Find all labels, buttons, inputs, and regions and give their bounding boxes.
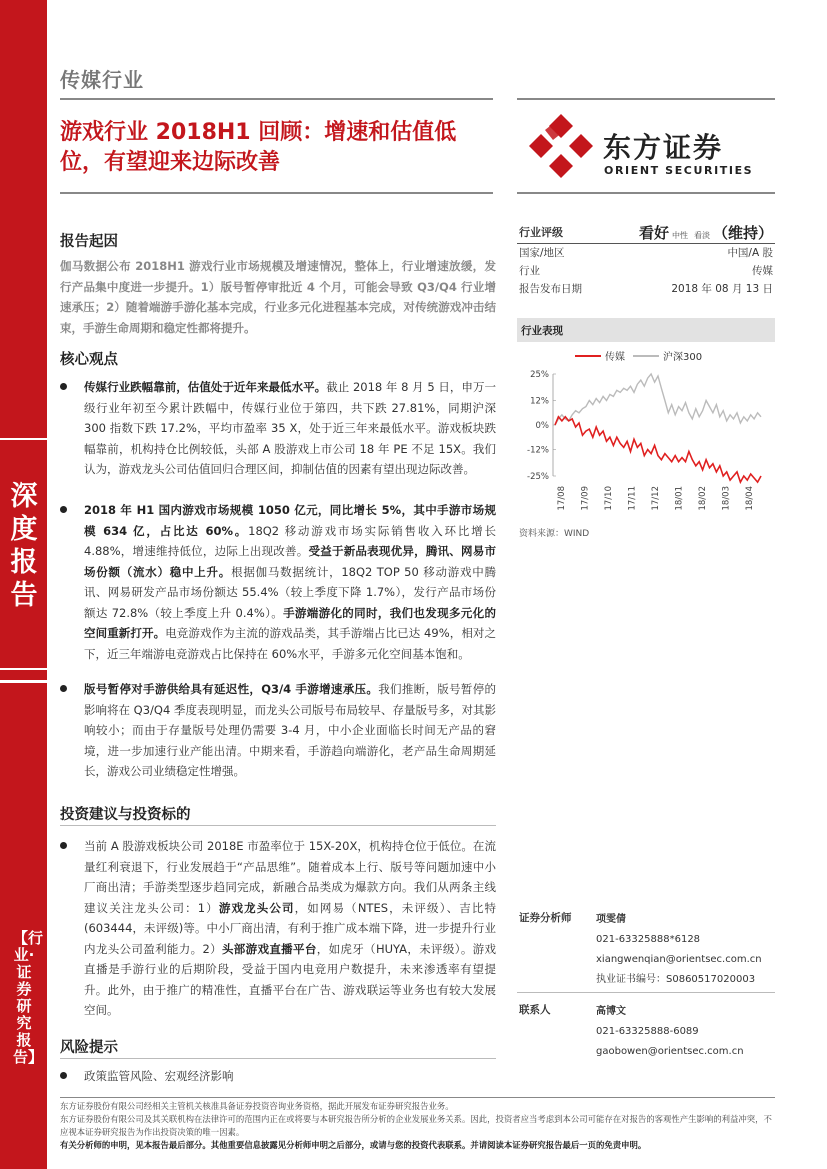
performance-chart [517, 344, 775, 520]
invest-body-3: ，如虎牙（HUYA，未评级）。游戏直播是手游行业的后期阶段，受益于国内电竞用户数提升，未来渗透率有望提升。此外，由于推广的精准性，直播平台在广告、游戏联运等业务也有较大发展空间。 [84, 941, 497, 1017]
report-title: 游戏行业 2018H1 回顾：增速和估值低位，有望迎来边际改善 [60, 120, 457, 175]
rating-table [517, 222, 775, 298]
info-row [517, 262, 775, 280]
logo-chinese-name: 东方证券 [603, 131, 724, 164]
invest-bullet [60, 836, 496, 1021]
performance-header [517, 318, 775, 342]
rating-row [517, 222, 775, 244]
analyst-name: 项雯倩 [596, 914, 626, 925]
info-value: 2018 年 08 月 13 日 [671, 283, 773, 295]
rating-value: 看好 [638, 224, 669, 242]
invest-highlight-1: 游戏龙头公司 [218, 900, 295, 915]
footer-line-1: 东方证券股份有限公司经相关主管机关核准具备证券投资咨询业务资格，据此开展发布证券研究报告业务。 [60, 1101, 454, 1111]
analyst-email[interactable]: xiangwenqian@orientsec.com.cn [596, 954, 762, 965]
x-tick-label: 17/12 [651, 486, 662, 511]
view-bullet-1 [60, 377, 496, 480]
view-3-body: 我们推断，版号暂停的影响将在 Q3/Q4 季度表现明显，而龙头公司版号布局较早、存量版号多，对其影响较小；而由于存量版号处理仍需要 3-4 月，中小企业面临长时间无产品的窘境，进一步加速行业产能出清。中期来看，手游趋向端游化，老产品生命周期延长，游戏公司业绩稳定性增强。 [84, 682, 497, 778]
divider [60, 1058, 496, 1059]
view-2-headline-3: 手游端游化的同时，我们也发现多元化的空间重新打开。 [84, 605, 497, 640]
industry-title: 传媒行业 [60, 68, 144, 92]
contact-email[interactable]: gaobowen@orientsec.com.cn [596, 1046, 744, 1057]
divider [517, 192, 775, 194]
x-tick-label: 17/09 [580, 486, 591, 511]
divider [60, 98, 493, 100]
invest-body-2: ，如网易（NTES，未评级）、吉比特(603444，未评级)等。中小厂商出清，有利于推广成本端下降，进一步提升行业内龙头公司盈利能力。2） [84, 900, 496, 956]
logo-mark-icon [525, 110, 597, 182]
x-tick-label: 17/11 [627, 486, 638, 511]
section-title-views: 核心观点 [60, 352, 118, 368]
bullet-icon [60, 506, 67, 513]
info-label: 报告发布日期 [519, 283, 582, 295]
view-2-headline-2: 受益于新品表现优异，腾讯、网易市场份额（流水）稳中上升。 [84, 544, 496, 579]
company-logo [525, 110, 775, 182]
contact-name: 高博文 [596, 1006, 626, 1017]
y-tick-label: 25% [530, 370, 549, 380]
section-title-risk: 风险提示 [60, 1040, 118, 1056]
footer-line-2: 东方证券股份有限公司及其关联机构在法律许可的范围内正在或将要与本研究报告所分析的企业发展业务关系。因此，投资者应当考虑到本公司可能存在对报告的客观性产生影响的利益冲突，不应视本证券研究报告为作出投资决策的唯一因素。 [60, 1114, 772, 1137]
y-tick-label: 0% [535, 421, 549, 431]
section-title-origin: 报告起因 [60, 234, 118, 250]
divider [517, 992, 775, 993]
report-subtype-label: 【行业·证券研究报告】 [13, 929, 44, 1066]
info-label: 国家/地区 [519, 247, 565, 259]
origin-paragraph: 伽马数据公布 2018H1 游戏行业市场规模及增速情况，整体上，行业增速放缓，发行产品集中度进一步提升。1）版号暂停审批近 4 个月，可能会导致 Q3/Q4 行业增速承压；2）随着端游手游化基本完成，行业多元化进程基本完成，对传统游戏冲击结束，手游生命周期和稳定性都将提升。 [60, 259, 496, 335]
divider [60, 825, 496, 826]
info-value: 中国/A 股 [727, 247, 773, 259]
x-tick-label: 18/01 [674, 486, 685, 511]
view-3-headline: 版号暂停对手游供给具有延迟性，Q3/4 手游增速承压。 [84, 682, 379, 696]
rating-bearish: 看淡 [693, 231, 710, 240]
view-2-body-3: 电竞游戏作为主流的游戏品类，其手游端占比已达 49%，相对之下，近三年端游电竞游戏占比保持在 60%水平，手游多元化空间基本饱和。 [84, 626, 497, 661]
analyst-phone: 021-63325888*6128 [596, 934, 701, 945]
contact-phone: 021-63325888-6089 [596, 1026, 699, 1037]
view-bullet-2 [60, 500, 496, 664]
invest-body-1: 当前 A 股游戏板块公司 2018E 市盈率位于 15X-20X，机构持仓位于低位。在流量红利衰退下，行业发展趋于“产品思维”。随着成本上行、版号等问题加速中小厂商出清；手游类型逐步趋同完成，新融合品类成为爆款方向。我们从两条主线建议关注龙头公司：1） [84, 839, 496, 915]
view-2-headline-1: 2018 年 H1 国内游戏市场规模 1050 亿元，同比增长 5%，其中手游市场规模 634 亿，占比达 60%。 [84, 503, 496, 538]
bullet-icon [60, 842, 67, 849]
report-type-label: 深度报告 [10, 481, 38, 611]
bullet-icon [60, 1072, 67, 1079]
divider [60, 192, 493, 194]
rating-neutral: 中性 [671, 231, 688, 240]
info-label: 行业 [519, 265, 540, 277]
footer-line-3: 有关分析师的申明，见本报告最后部分。其他重要信息披露见分析师申明之后部分，或请与您的投资代表联系。并请阅读本证券研究报告最后一页的免责申明。 [60, 1140, 647, 1150]
invest-highlight-2: 头部游戏直播平台 [221, 941, 317, 956]
info-row [517, 280, 775, 298]
y-tick-label: -25% [527, 472, 549, 482]
x-tick-label: 18/02 [698, 486, 709, 511]
x-tick-label: 18/04 [745, 486, 756, 511]
view-2-body-2: 根据伽马数据统计，18Q2 TOP 50 移动游戏中腾讯、网易研发产品市场份额达 55.4%（较上季度下降 1.7%），发行产品市场份额达 72.8%（较上季度上升 0.4%）。 [84, 564, 496, 620]
risk-bullet [60, 1066, 496, 1087]
analyst-cert: 执业证书编号：S0860517020003 [596, 974, 756, 985]
bullet-icon [60, 685, 67, 692]
view-1-body: 截止 2018 年 8 月 5 日，申万一级行业年初至今累计跌幅中，传媒行业位于第四，共下跌 27.81%，同期沪深 300 指数下跌 17.2%，平均市盈率 35 X，处于近三年来最低水平。游戏板块跌幅靠前，机构持仓比例较低，头部 A 股游戏上市公司 18 年 PE 不足 15X。我们认为，游戏龙头公司估值回归合理区间，抑制估值的因素有望出现边际改善。 [84, 380, 496, 476]
info-row [517, 244, 775, 262]
info-value: 传媒 [752, 265, 773, 277]
x-tick-label: 17/08 [557, 486, 567, 511]
view-2-body-1: 18Q2 移动游戏市场实际销售收入环比增长 4.88%，增速维持低位，边际上出现改善。 [84, 523, 496, 558]
view-bullet-3 [60, 679, 496, 782]
analyst-role: 证券分析师 [519, 912, 572, 924]
view-1-headline: 传媒行业跌幅靠前，估值处于近年来最低水平。 [84, 380, 327, 394]
rating-hold: （维持） [712, 224, 773, 242]
divider [60, 1097, 775, 1098]
performance-label: 行业表现 [521, 325, 563, 337]
legend-label: 传媒 [605, 352, 625, 363]
contact-role: 联系人 [519, 1004, 551, 1016]
series-line-media [555, 417, 761, 482]
bullet-icon [60, 383, 67, 390]
y-tick-label: 12% [530, 396, 549, 407]
chart-source: 资料来源：WIND [519, 529, 590, 539]
logo-english-name: ORIENT SECURITIES [604, 164, 754, 177]
x-tick-label: 18/03 [721, 486, 732, 511]
legend-label: 沪深300 [663, 352, 703, 363]
series-line-hs300 [555, 374, 761, 425]
footer-disclaimer [60, 1100, 775, 1152]
section-title-invest: 投资建议与投资标的 [60, 807, 191, 823]
x-tick-label: 17/10 [604, 486, 615, 511]
divider [517, 98, 775, 100]
y-tick-label: -12% [527, 445, 549, 456]
risk-text: 政策监管风险、宏观经济影响 [84, 1069, 234, 1083]
rating-label: 行业评级 [519, 226, 563, 239]
